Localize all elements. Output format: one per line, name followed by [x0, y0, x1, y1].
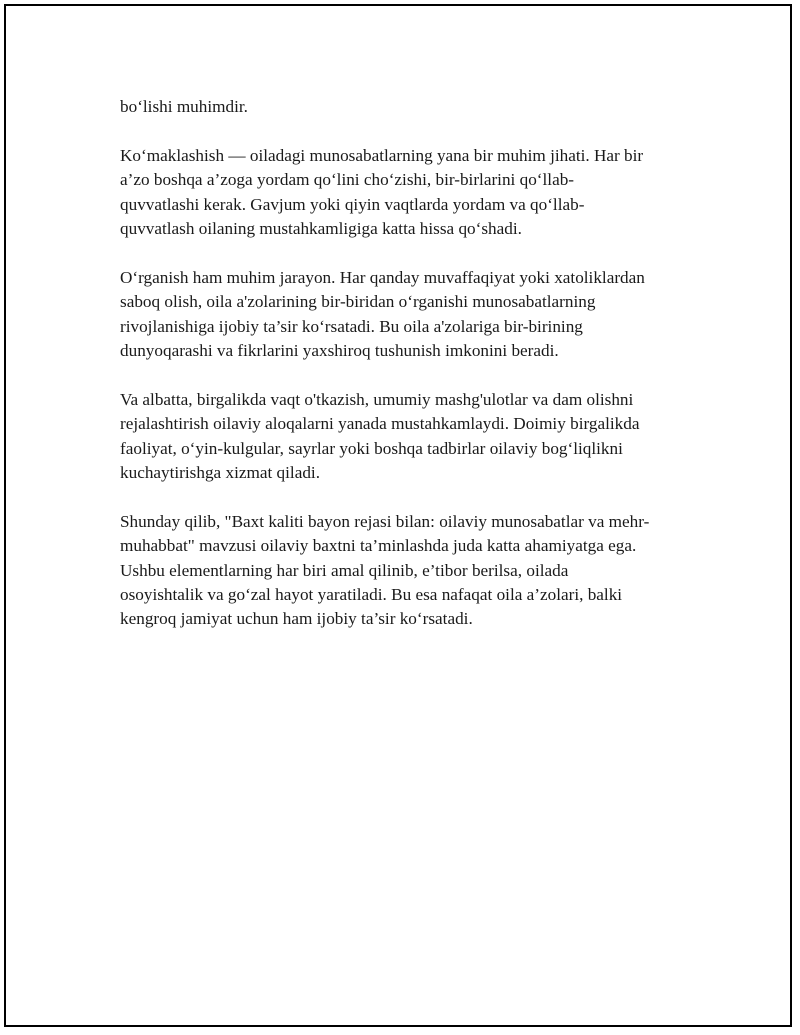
text-line: saboq olish, oila a'zolarining bir-biridan o‘rganishi munosabatlarning	[120, 292, 596, 312]
text-line: rejalashtirish oilaviy aloqalarni yanada mustahkamlaydi. Doimiy birgalikda	[120, 414, 640, 434]
text-line: Ko‘maklashish — oiladagi munosabatlarning yana bir muhim jihati. Har bir	[120, 145, 644, 165]
text-line: kuchaytirishga xizmat qiladi.	[120, 463, 320, 483]
text-line: faoliyat, o‘yin-kulgular, sayrlar yoki boshqa tadbirlar oilaviy bog‘liqlikni	[120, 438, 623, 458]
document-page	[4, 4, 792, 1027]
text-line: rivojlanishiga ijobiy ta’sir ko‘rsatadi. Bu oila a'zolariga bir-birining	[120, 316, 583, 336]
text-line: quvvatlashi kerak. Gavjum yoki qiyin vaqtlarda yordam va qo‘llab-	[120, 194, 585, 214]
text-line: Ushbu elementlarning har biri amal qilinib, e’tibor berilsa, oilada	[120, 560, 569, 580]
paragraph-1	[120, 95, 700, 119]
text-line: dunyoqarashi va fikrlarini yaxshiroq tushunish imkonini beradi.	[120, 341, 559, 361]
document-body	[120, 95, 700, 656]
text-line: muhabbat" mavzusi oilaviy baxtni ta’minlashda juda katta ahamiyatga ega.	[120, 536, 637, 556]
text-line: kengroq jamiyat uchun ham ijobiy ta’sir ko‘rsatadi.	[120, 609, 473, 629]
paragraph-5	[120, 510, 700, 632]
paragraph-4	[120, 388, 700, 486]
text-line: O‘rganish ham muhim jarayon. Har qanday muvaffaqiyat yoki xatoliklardan	[120, 267, 645, 287]
paragraph-3	[120, 266, 700, 364]
text-line: quvvatlash oilaning mustahkamligiga katta hissa qo‘shadi.	[120, 219, 522, 239]
text-line: a’zo boshqa a’zoga yordam qo‘lini cho‘zishi, bir-birlarini qo‘llab-	[120, 170, 575, 190]
text-line: osoyishtalik va go‘zal hayot yaratiladi. Bu esa nafaqat oila a’zolari, balki	[120, 585, 623, 605]
text-line: Shunday qilib, "Baxt kaliti bayon rejasi bilan: oilaviy munosabatlar va mehr-	[120, 511, 650, 531]
text-line: bo‘lishi muhimdir.	[120, 97, 248, 116]
text-line: Va albatta, birgalikda vaqt o'tkazish, umumiy mashg'ulotlar va dam olishni	[120, 389, 634, 409]
paragraph-2	[120, 144, 700, 242]
